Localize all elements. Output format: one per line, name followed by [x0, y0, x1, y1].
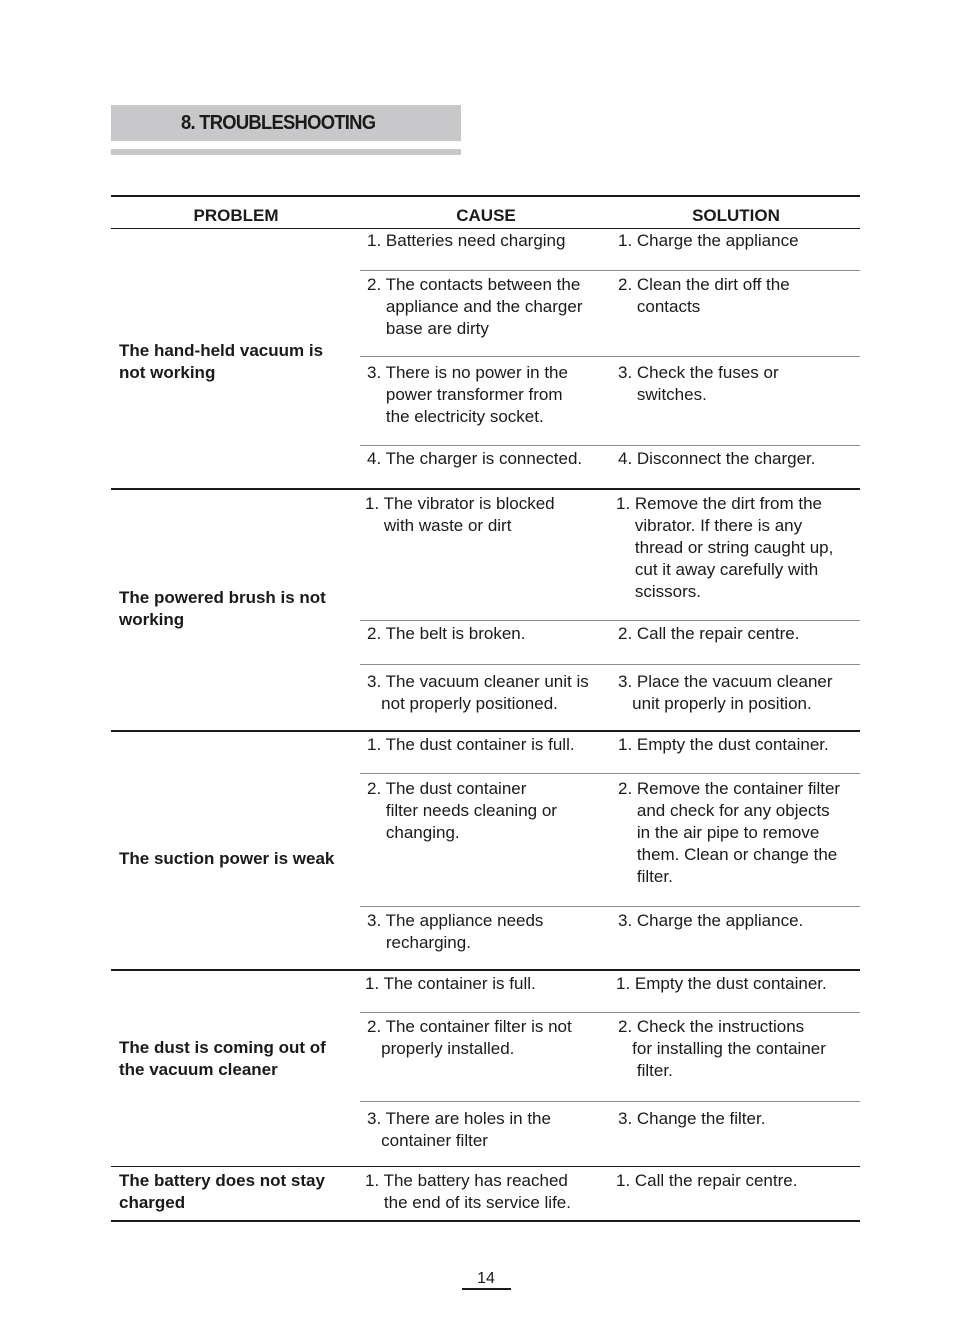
row-divider [360, 270, 860, 271]
problem-label: The battery does not stay charged [119, 1171, 325, 1212]
solution-cell: 2. Clean the dirt off the contacts [618, 275, 790, 316]
row-divider [360, 1101, 860, 1102]
header-solution: SOLUTION [692, 206, 780, 225]
cause-cell: 2. The contacts between the appliance and the charger base are dirty [367, 275, 583, 338]
table-top-rule [111, 195, 860, 197]
solution-cell: 2. Call the repair centre. [618, 624, 800, 643]
row-divider [360, 773, 860, 774]
cause-cell: 3. There is no power in the power transformer from the electricity socket. [367, 363, 568, 426]
row-divider [360, 1012, 860, 1013]
section-title: 8. TROUBLESHOOTING [181, 112, 376, 134]
solution-cell: 3. Change the filter. [618, 1109, 766, 1128]
row-divider [360, 906, 860, 907]
section-header [111, 105, 461, 141]
problem-label: The suction power is weak [119, 849, 335, 868]
row-divider [360, 356, 860, 357]
solution-cell: 2. Remove the container filter and check for any objects in the air pipe to remove them. Clean or change the filter. [618, 779, 841, 886]
cause-cell: 3. The appliance needs recharging. [367, 911, 544, 952]
section-underbar [111, 149, 461, 155]
cause-cell: 1. The vibrator is blocked with waste or dirt [365, 494, 555, 535]
problem-label: The hand-held vacuum is not working [119, 341, 324, 382]
cause-cell: 2. The container filter is not properly installed. [367, 1017, 572, 1058]
solution-cell: 1. Charge the appliance [618, 231, 799, 250]
header-problem: PROBLEM [193, 206, 279, 225]
cause-cell: 1. Batteries need charging [367, 231, 566, 250]
solution-cell: 3. Check the fuses or switches. [618, 363, 779, 404]
row-divider [360, 664, 860, 665]
solution-cell: 3. Charge the appliance. [618, 911, 804, 930]
solution-cell: 3. Place the vacuum cleaner unit properly in position. [618, 672, 833, 713]
solution-cell: 1. Empty the dust container. [618, 735, 829, 754]
cause-cell: 3. The vacuum cleaner unit is not properly positioned. [367, 672, 589, 713]
solution-cell: 1. Remove the dirt from the vibrator. If there is any thread or string caught up, cut it away carefully with scissors. [616, 494, 834, 601]
header-cause: CAUSE [456, 206, 516, 225]
page-number-underline [462, 1288, 511, 1290]
problem-label: The dust is coming out of the vacuum cleaner [119, 1038, 326, 1079]
solution-cell: 4. Disconnect the charger. [618, 449, 816, 468]
cause-cell: 4. The charger is connected. [367, 449, 583, 468]
table-bottom-rule [111, 1220, 860, 1222]
solution-cell: 2. Check the instructions for installing the container filter. [618, 1017, 826, 1080]
solution-cell: 1. Empty the dust container. [616, 974, 827, 993]
row-divider [360, 620, 860, 621]
solution-cell: 1. Call the repair centre. [616, 1171, 798, 1190]
group-divider [111, 488, 860, 490]
group-divider [111, 1166, 860, 1167]
problem-label: The powered brush is not working [119, 588, 326, 629]
cause-cell: 3. There are holes in the container filter [367, 1109, 551, 1150]
page-number: 14 [477, 1270, 495, 1287]
cause-cell: 2. The belt is broken. [367, 624, 526, 643]
header-bottom-rule [111, 228, 860, 229]
cause-cell: 2. The dust container filter needs cleaning or changing. [367, 779, 557, 842]
group-divider [111, 730, 860, 732]
group-divider [111, 969, 860, 971]
row-divider [360, 445, 860, 446]
cause-cell: 1. The battery has reached the end of its service life. [365, 1171, 571, 1212]
cause-cell: 1. The container is full. [365, 974, 536, 993]
cause-cell: 1. The dust container is full. [367, 735, 575, 754]
